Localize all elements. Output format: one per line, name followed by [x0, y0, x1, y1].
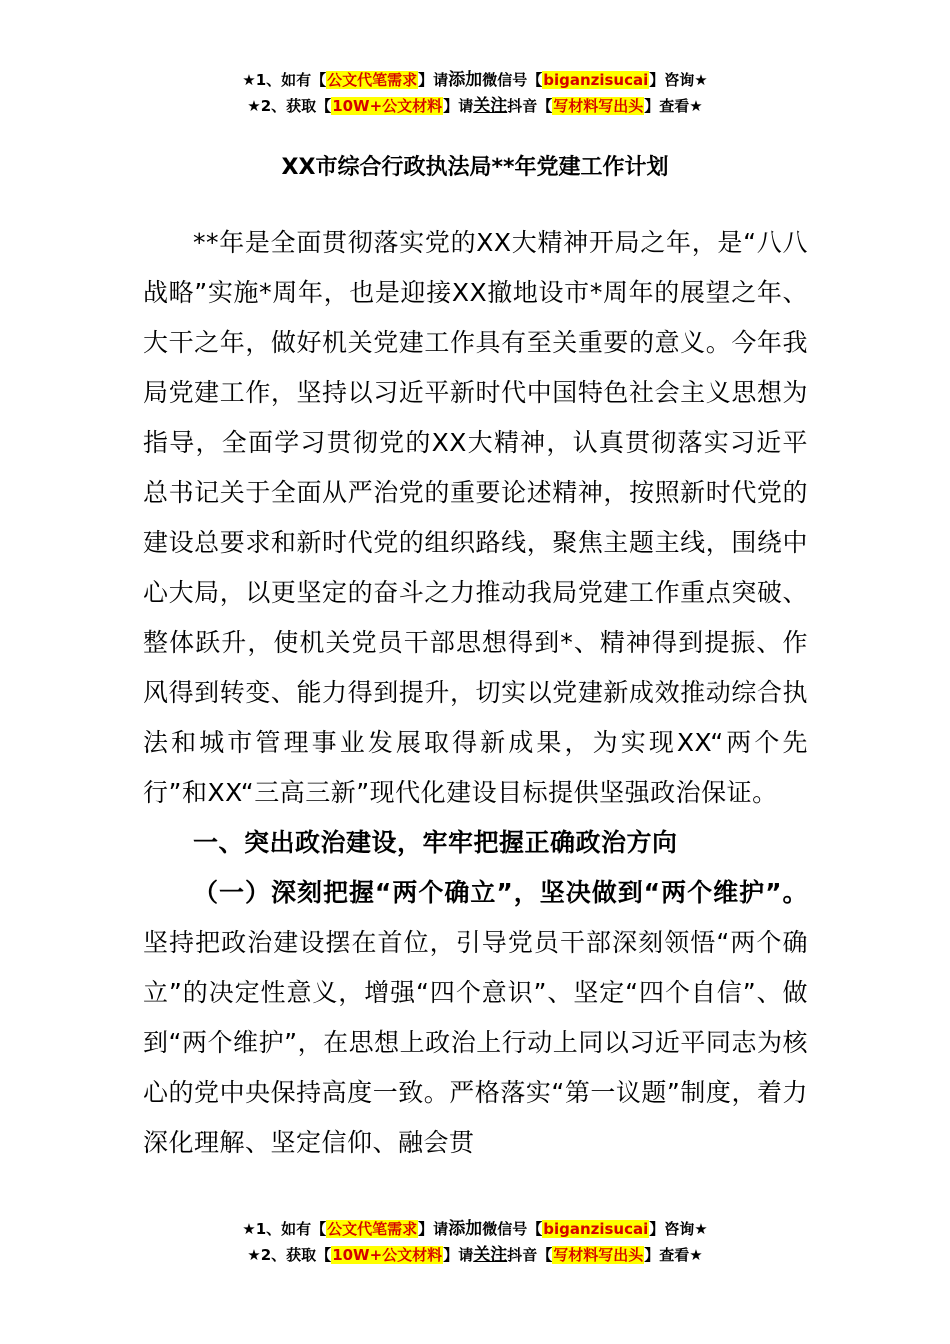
banner-text: 】查看★: [644, 97, 703, 115]
subsection-text: 坚持把政治建设摆在首位，引导党员干部深刻领悟“两个确立”的决定性意义，增强“四个意识”、坚定“四个自信”、做到“两个维护”，在思想上政治上行动上同以习近平同志为核心的党中央保持高度一致。严格落实“第一议题”制度，着力深化理解、坚定信仰、融会贯: [143, 928, 808, 1157]
banner-text: 】请: [443, 97, 474, 115]
banner-line-2: [0, 93, 950, 119]
highlight-materials: 10W+公文材料: [332, 97, 443, 115]
banner-text: 抖音【: [507, 97, 553, 115]
highlight-wechat-id: biganzisucai: [543, 1220, 649, 1238]
banner-text: 】咨询★: [649, 1220, 708, 1238]
intro-paragraph: **年是全面贯彻落实党的XX大精神开局之年，是“八八战略”实施*周年，也是迎接XX撤地设市*周年的展望之年、大干之年，做好机关党建工作具有至关重要的意义。今年我局党建工作，坚持以习近平新时代中国特色社会主义思想为指导，全面学习贯彻党的XX大精神，认真贯彻落实习近平总书记关于全面从严治党的重要论述精神，按照新时代党的建设总要求和新时代党的组织路线，聚焦主题主线，围绕中心大局，以更坚定的奋斗之力推动我局党建工作重点突破、整体跃升，使机关党员干部思想得到*、精神得到提振、作风得到转变、能力得到提升，切实以党建新成效推动综合执法和城市管理事业发展取得新成果，为实现XX“两个先行”和XX“三高三新”现代化建设目标提供坚强政治保证。: [143, 228, 808, 807]
banner-emphasis: 关注: [473, 1245, 508, 1265]
banner-text: 抖音【: [507, 1246, 553, 1264]
banner-text: 】查看★: [644, 1246, 703, 1264]
document-title: XX市综合行政执法局**年党建工作计划: [281, 155, 669, 180]
banner-text: ★1、如有【: [242, 1220, 327, 1238]
highlight-douyin-id: 写材料写出头: [553, 97, 644, 115]
highlight-douyin-id: 写材料写出头: [553, 1246, 644, 1264]
document-body: [143, 218, 808, 1168]
banner-text: ★1、如有【: [242, 71, 327, 89]
banner-text: 】请: [418, 1220, 449, 1238]
banner-text: 微信号【: [482, 1220, 543, 1238]
banner-text: 微信号【: [482, 71, 543, 89]
subsection-paragraph: [143, 868, 808, 1168]
highlight-service: 公文代笔需求: [327, 71, 418, 89]
banner-line-2: [0, 1242, 950, 1268]
section-heading: 一、突出政治建设，牢牢把握正确政治方向: [193, 828, 678, 857]
banner-line-1: [0, 67, 950, 93]
banner-emphasis: 添加: [448, 1219, 483, 1239]
subsection-heading: （一）深刻把握“两个确立”，坚决做到“两个维护”。: [193, 878, 808, 907]
highlight-service: 公文代笔需求: [327, 1220, 418, 1238]
header-banner: [0, 67, 950, 119]
highlight-materials: 10W+公文材料: [332, 1246, 443, 1264]
banner-line-1: [0, 1216, 950, 1242]
banner-emphasis: 添加: [448, 70, 483, 90]
banner-emphasis: 关注: [473, 96, 508, 116]
banner-text: 】咨询★: [649, 71, 708, 89]
banner-text: 】请: [418, 71, 449, 89]
footer-banner: [0, 1216, 950, 1268]
highlight-wechat-id: biganzisucai: [543, 71, 649, 89]
banner-text: ★2、获取【: [247, 97, 332, 115]
banner-text: ★2、获取【: [247, 1246, 332, 1264]
banner-text: 】请: [443, 1246, 474, 1264]
